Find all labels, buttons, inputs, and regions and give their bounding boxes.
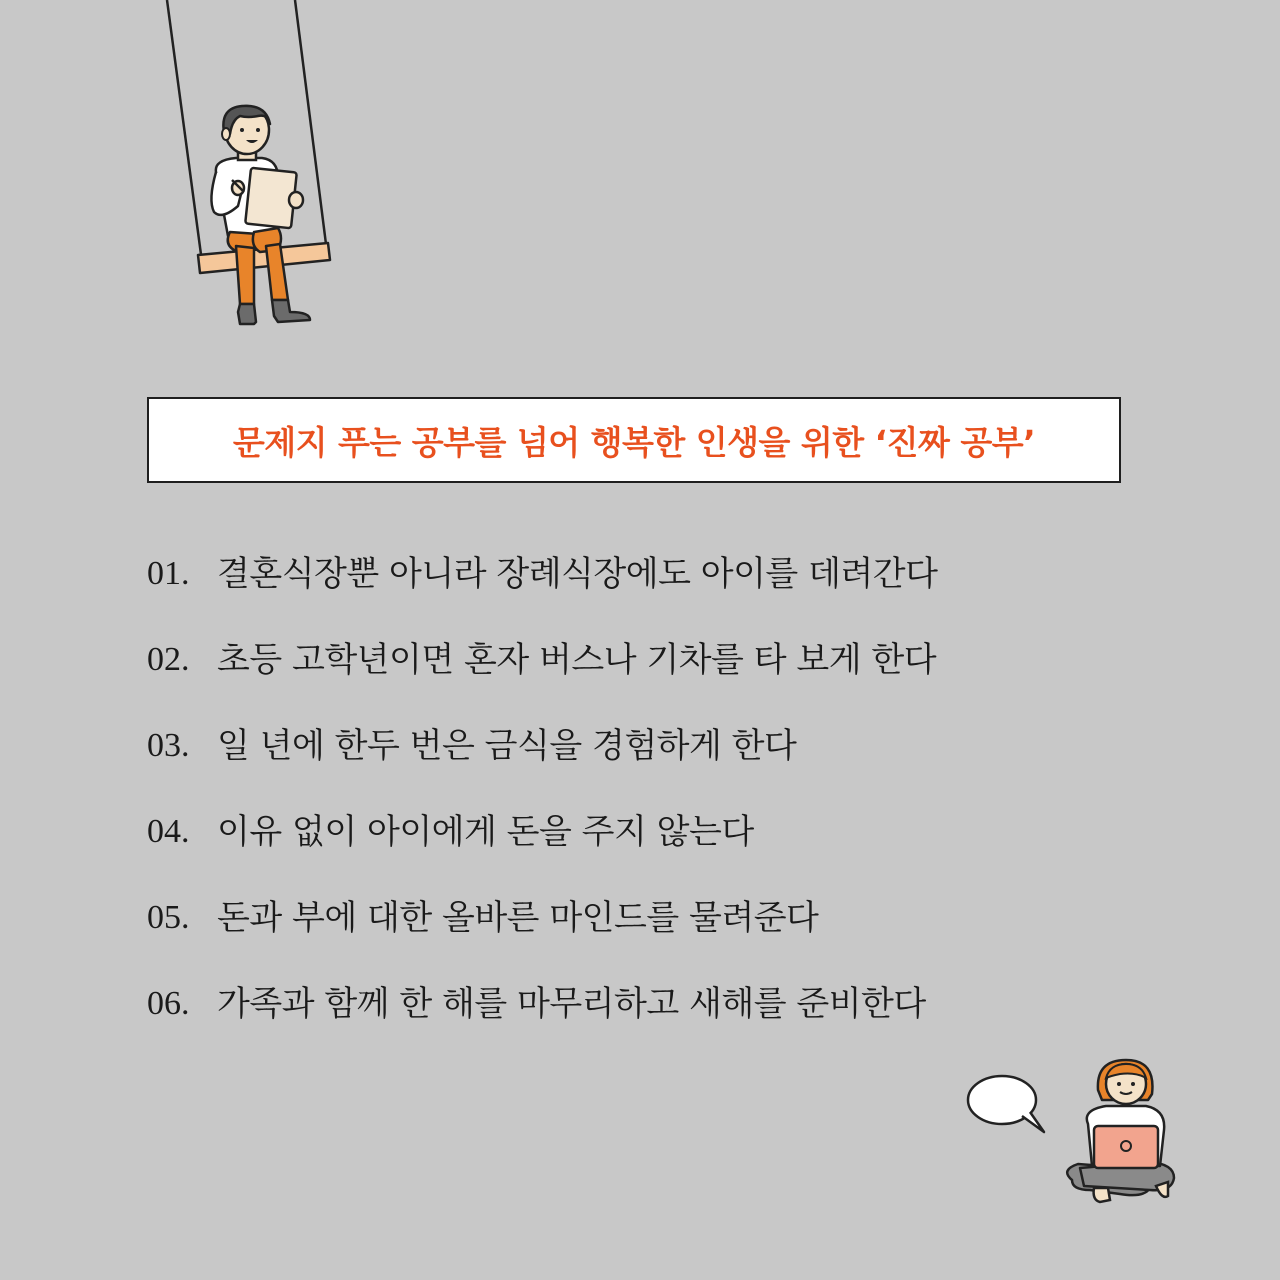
item-text: 결혼식장뿐 아니라 장례식장에도 아이를 데려간다 [217,554,938,594]
study-list [147,548,1147,1064]
speech-bubble-icon [968,1076,1044,1132]
woman-with-laptop-illustration [960,1050,1190,1220]
list-item [147,892,1147,978]
item-number: 02. [147,641,190,678]
item-number: 03. [147,727,190,764]
man-on-swing-illustration [150,0,350,340]
item-text: 일 년에 한두 번은 금식을 경험하게 한다 [217,726,797,766]
list-item [147,634,1147,720]
item-text: 초등 고학년이면 혼자 버스나 기차를 타 보게 한다 [217,640,937,680]
list-item [147,806,1147,892]
page-title: 문제지 푸는 공부를 넘어 행복한 인생을 위한 ‘진짜 공부’ [232,422,1036,462]
item-text: 가족과 함께 한 해를 마무리하고 새해를 준비한다 [217,984,926,1024]
list-item [147,720,1147,806]
item-number: 01. [147,555,190,592]
item-number: 06. [147,985,190,1022]
item-number: 04. [147,813,190,850]
item-text: 이유 없이 아이에게 돈을 주지 않는다 [217,812,754,852]
item-number: 05. [147,899,190,936]
item-text: 돈과 부에 대한 올바른 마인드를 물려준다 [217,898,819,938]
title-banner [147,397,1121,483]
list-item [147,548,1147,634]
